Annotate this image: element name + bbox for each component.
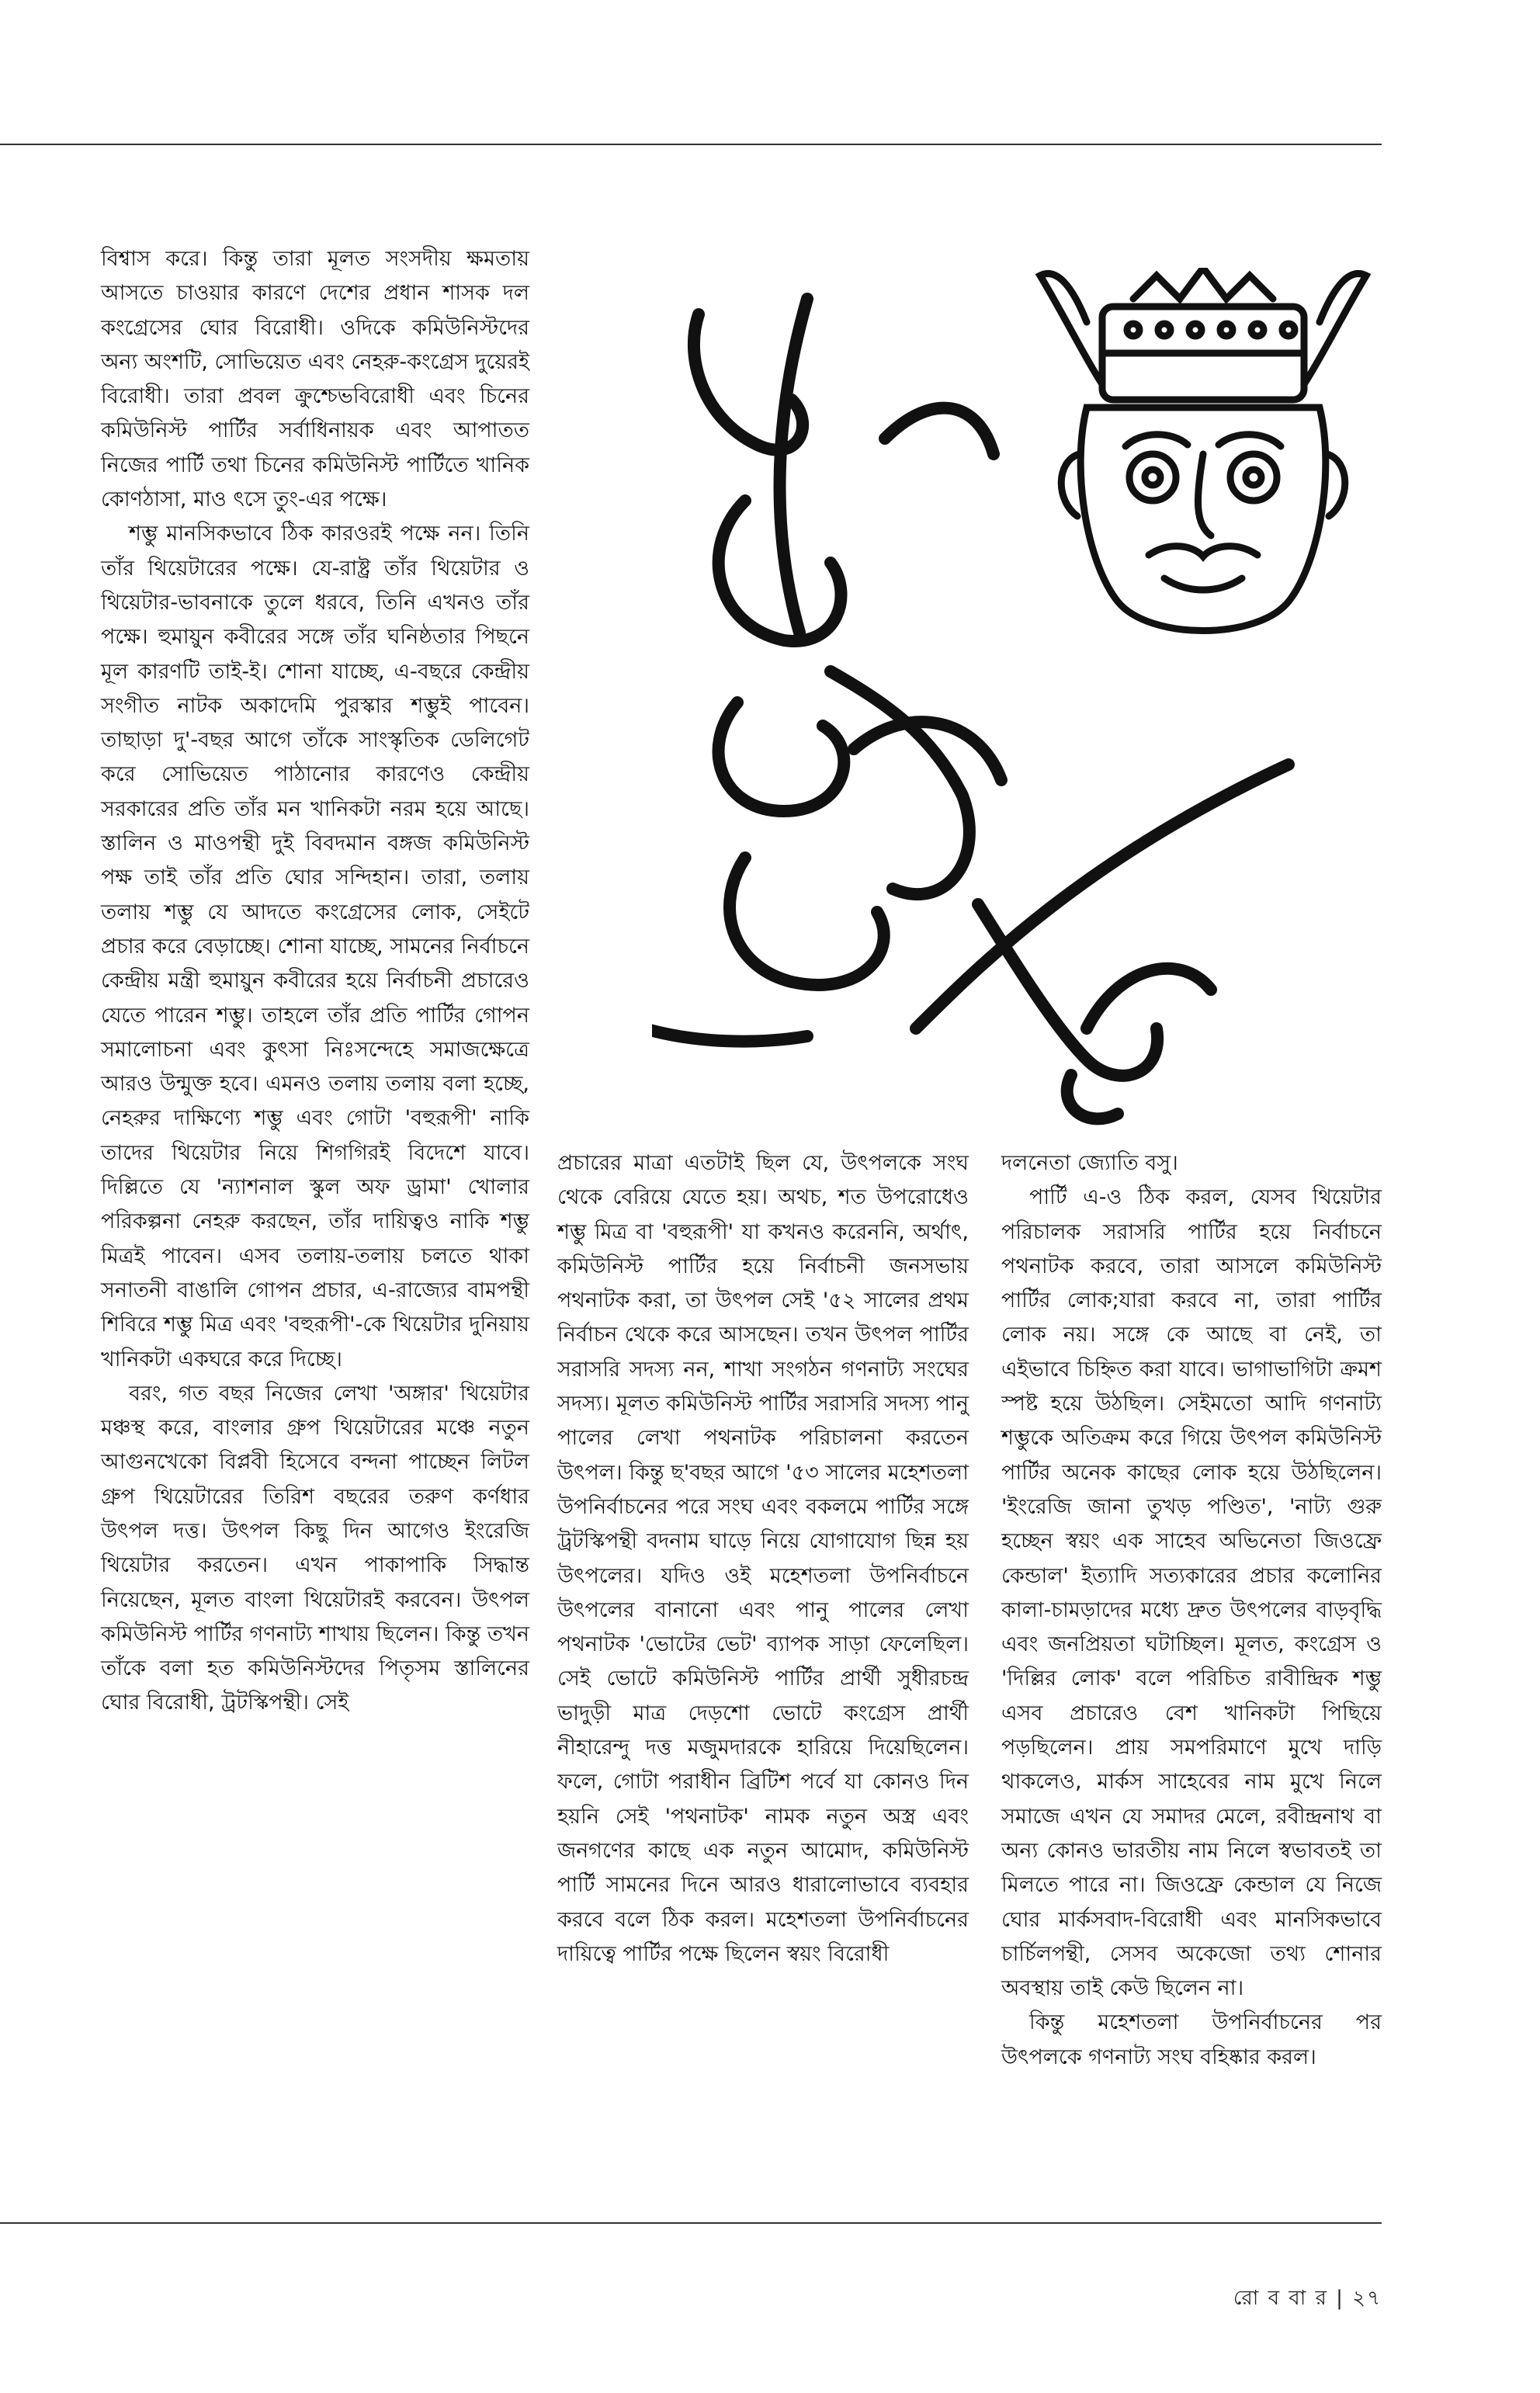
paragraph: দলনেতা জ্যোতি বসু। xyxy=(1001,1151,1178,1175)
top-rule xyxy=(0,144,1382,145)
article-column-3 xyxy=(1001,1146,1382,2075)
calligraphy-stroke xyxy=(730,858,884,985)
paragraph: বিশ্বাস করে। কিন্তু তারা মূলত সংসদীয় ক্ষমতায় আসতে চাওয়ার কারণে দেশের প্রধান শাসক দল কংগ্রেসের ঘোর বিরোধী। ওদিকে কমিউনিস্টদের অন্য অংশটি, সোভিয়েত এবং নেহরু-কংগ্রেস দুয়েরই বিরোধী। তারা প্রবল ক্রুশ্চেভবিরোধী এবং চিনের কমিউনিস্ট পার্টির সর্বাধিনায়ক এবং আপাতত নিজের পার্টি তথা চিনের কমিউনিস্ট পার্টিতে খানিক কোণঠাসা, মাও ৎসে তুং-এর পক্ষে। xyxy=(101,247,529,512)
paragraph: শম্ভু মানসিকভাবে ঠিক কারওরই পক্ষে নন। তিনি তাঁর থিয়েটারের পক্ষে। যে-রাষ্ট্র তাঁর থিয়েটার ও থিয়েটার-ভাবনাকে তুলে ধরবে, তিনি এখনও তাঁর পক্ষে। হুমায়ুন কবীরের সঙ্গে তাঁর ঘনিষ্ঠতার পিছনে মূল কারণটি তাই-ই। শোনা যাচ্ছে, এ-বছরে কেন্দ্রীয় সংগীত নাটক অকাদেমি পুরস্কার শম্ভুই পাবেন। তাছাড়া দু'-বছর আগে তাঁকে সাংস্কৃতিক ডেলিগেট করে সোভিয়েত পাঠানোর কারণেও কেন্দ্রীয় সরকারের প্রতি তাঁর মন খানিকটা নরম হয়ে আছে। স্তালিন ও মাওপন্থী দুই বিবদমান বঙ্গজ কমিউনিস্ট পক্ষ তাই তাঁর প্রতি ঘোর সন্দিহান। তারা, তলায় তলায় শম্ভু যে আদতে কংগ্রেসের লোক, সেইটে প্রচার করে বেড়াচ্ছে। শোনা যাচ্ছে, সামনের নির্বাচনে কেন্দ্রীয় মন্ত্রী হুমায়ুন কবীরের হয়ে নির্বাচনী প্রচারেও যেতে পারেন শম্ভু। তাহলে তাঁর প্রতি পার্টির গোপন সমালোচনা এবং কুৎসা নিঃসন্দেহে সমাজক্ষেত্রে আরও উন্মুক্ত হবে। এমনও তলায় তলায় বলা হচ্ছে, নেহরুর দাক্ষিণ্যে শম্ভু এবং গোটা 'বহুরূপী' নাকি তাদের থিয়েটার নিয়ে শিগগিরই বিদেশে যাবে। দিল্লিতে যে 'ন্যাশনাল স্কুল অফ ড্রামা' খোলার পরিকল্পনা নেহরু করছেন, তাঁর দায়িত্বও নাকি শম্ভু মিত্রই পাবেন। এসব তলায়-তলায় চলতে থাকা সনাতনী বাঙালি গোপন প্রচার, এ-রাজ্যের বামপন্থী শিবিরে শম্ভু মিত্র এবং 'বহুরূপী'-কে থিয়েটার দুনিয়ায় খানিকটা একঘরে করে দিচ্ছে। xyxy=(101,522,529,1372)
calligraphy-illustration xyxy=(652,268,1397,1145)
paragraph: কিন্তু মহেশতলা উপনির্বাচনের পর উৎপলকে গণনাট্য সংঘ বহিষ্কার করল। xyxy=(1001,2010,1382,2069)
page-footer: রো ব বা র | ২৭ xyxy=(1233,2287,1382,2310)
calligraphy-stroke xyxy=(1067,1075,1118,1118)
calligraphy-stroke xyxy=(780,299,807,633)
bottom-rule xyxy=(0,2222,1382,2224)
calligraphy-stroke xyxy=(652,1028,807,1042)
calligraphy-stroke xyxy=(1087,969,1211,1028)
calligraphy-stroke xyxy=(719,702,845,811)
calligraphy-drawing xyxy=(652,268,1397,1145)
calligraphy-stroke xyxy=(916,765,1289,1028)
paragraph: পার্টি এ-ও ঠিক করল, যেসব থিয়েটার পরিচালক সরাসরি পার্টির হয়ে নির্বাচনে পথনাটক করবে, তারা আসলে কমিউনিস্ট পার্টির লোক;যারা করবে না, তারা পার্টির লোক নয়। সঙ্গে কে আছে বা নেই, তা এইভাবে চিহ্নিত করা যাবে। ভাগাভাগিটা ক্রমশ স্পষ্ট হয়ে উঠছিল। সেইমতো আদি গণনাট্য শম্ভুকে অতিক্রম করে গিয়ে উৎপল কমিউনিস্ট পার্টির অনেক কাছের লোক হয়ে উঠছিলেন। 'ইংরেজি জানা তুখড় পণ্ডিত', 'নাট্য গুরু হচ্ছেন স্বয়ং এক সাহেব অভিনেতা জিওফ্রে কেন্ডাল' ইত্যাদি সত্যকারের প্রচার কলোনির কালা-চামড়াদের মধ্যে দ্রুত উৎপলের বাড়বৃদ্ধি এবং জনপ্রিয়তা ঘটাচ্ছিল। মূলত, কংগ্রেস ও 'দিল্লির লোক' বলে পরিচিত রাবীন্দ্রিক শম্ভু এসব প্রচারেও বেশ খানিকটা পিছিয়ে পড়ছিলেন। প্রায় সমপরিমাণে মুখে দাড়ি থাকলেও, মার্কস সাহেবের নাম মুখে নিলে সমাজে এখন যে সমাদর মেলে, রবীন্দ্রনাথ বা অন্য কোনও ভারতীয় নাম নিলে স্বভাবতই তা মিলতে পারে না। জিওফ্রে কেন্ডাল যে নিজে ঘোর মার্কসবাদ-বিরোধী এবং মানসিকভাবে চার্চিলপন্থী, সেসব অকেজো তথ্য শোনার অবস্থায় তাই কেউ ছিলেন না। xyxy=(1001,1185,1382,2001)
calligraphy-stroke xyxy=(885,408,994,454)
article-column-2 xyxy=(557,1146,969,1972)
article-column-1 xyxy=(101,242,529,1721)
paragraph: প্রচারের মাত্রা এতটাই ছিল যে, উৎপলকে সংঘ থেকে বেরিয়ে যেতে হয়। অথচ, শত উপরোধেও শম্ভু মিত্র বা 'বহুরূপী' যা কখনও করেননি, অর্থাৎ, কমিউনিস্ট পার্টির হয়ে নির্বাচনী জনসভায় পথনাটক করা, তা উৎপল সেই '৫২ সালের প্রথম নির্বাচন থেকে করে আসছেন। তখন উৎপল পার্টির সরাসরি সদস্য নন, শাখা সংগঠন গণনাট্য সংঘের সদস্য। মূলত কমিউনিস্ট পার্টির সরাসরি সদস্য পানু পালের লেখা পথনাটক পরিচালনা করতেন উৎপল। কিন্তু ছ'বছর আগে '৫৩ সালের মহেশতলা উপনির্বাচনের পরে সংঘ এবং বকলমে পার্টির সঙ্গে ট্রটস্কিপন্থী বদনাম ঘাড়ে নিয়ে যোগাযোগ ছিন্ন হয় উৎপলের। যদিও ওই মহেশতলা উপনির্বাচনে উৎপলের বানানো এবং পানু পালের লেখা পথনাটক 'ভোটের ভেট' ব্যাপক সাড়া ফেলেছিল। সেই ভোটে কমিউনিস্ট পার্টির প্রার্থী সুধীরচন্দ্র ভাদুড়ী মাত্র দেড়শো ভোটে কংগ্রেস প্রার্থী নীহারেন্দু দত্ত মজুমদারকে হারিয়ে দিয়েছিলেন। ফলে, গোটা পরাধীন ব্রিটিশ পর্বে যা কোনও দিন হয়নি সেই 'পথনাটক' নামক নতুন অস্ত্র এবং জনগণের কাছে এক নতুন আমোদ, কমিউনিস্ট পার্টি সামনের দিনে আরও ধারালোভাবে ব্যবহার করবে বলে ঠিক করল। মহেশতলা উপনির্বাচনের দায়িত্বে পার্টির পক্ষে ছিলেন স্বয়ং বিরোধী xyxy=(557,1151,969,1966)
calligraphy-stroke xyxy=(831,671,969,894)
calligraphy-stroke xyxy=(978,904,1157,1076)
mask-face-icon xyxy=(1040,268,1366,631)
paragraph: বরং, গত বছর নিজের লেখা 'অঙ্গার' থিয়েটার মঞ্চস্থ করে, বাংলার গ্রুপ থিয়েটারের মঞ্চে নতুন আগুনখেকো বিপ্লবী হিসেবে বন্দনা পাচ্ছেন লিটল গ্রুপ থিয়েটারের তিরিশ বছরের তরুণ কর্ণধার উৎপল দত্ত। উৎপল কিছু দিন আগেও ইংরেজি থিয়েটার করতেন। এখন পাকাপাকি সিদ্ধান্ত নিয়েছেন, মূলত বাংলা থিয়েটারই করবেন। উৎপল কমিউনিস্ট পার্টির গণনাট্য শাখায় ছিলেন। কিন্তু তখন তাঁকে বলা হত কমিউনিস্টদের পিতৃসম স্তালিনের ঘোর বিরোধী, ট্রটস্কিপন্থী। সেই xyxy=(101,1381,529,1715)
